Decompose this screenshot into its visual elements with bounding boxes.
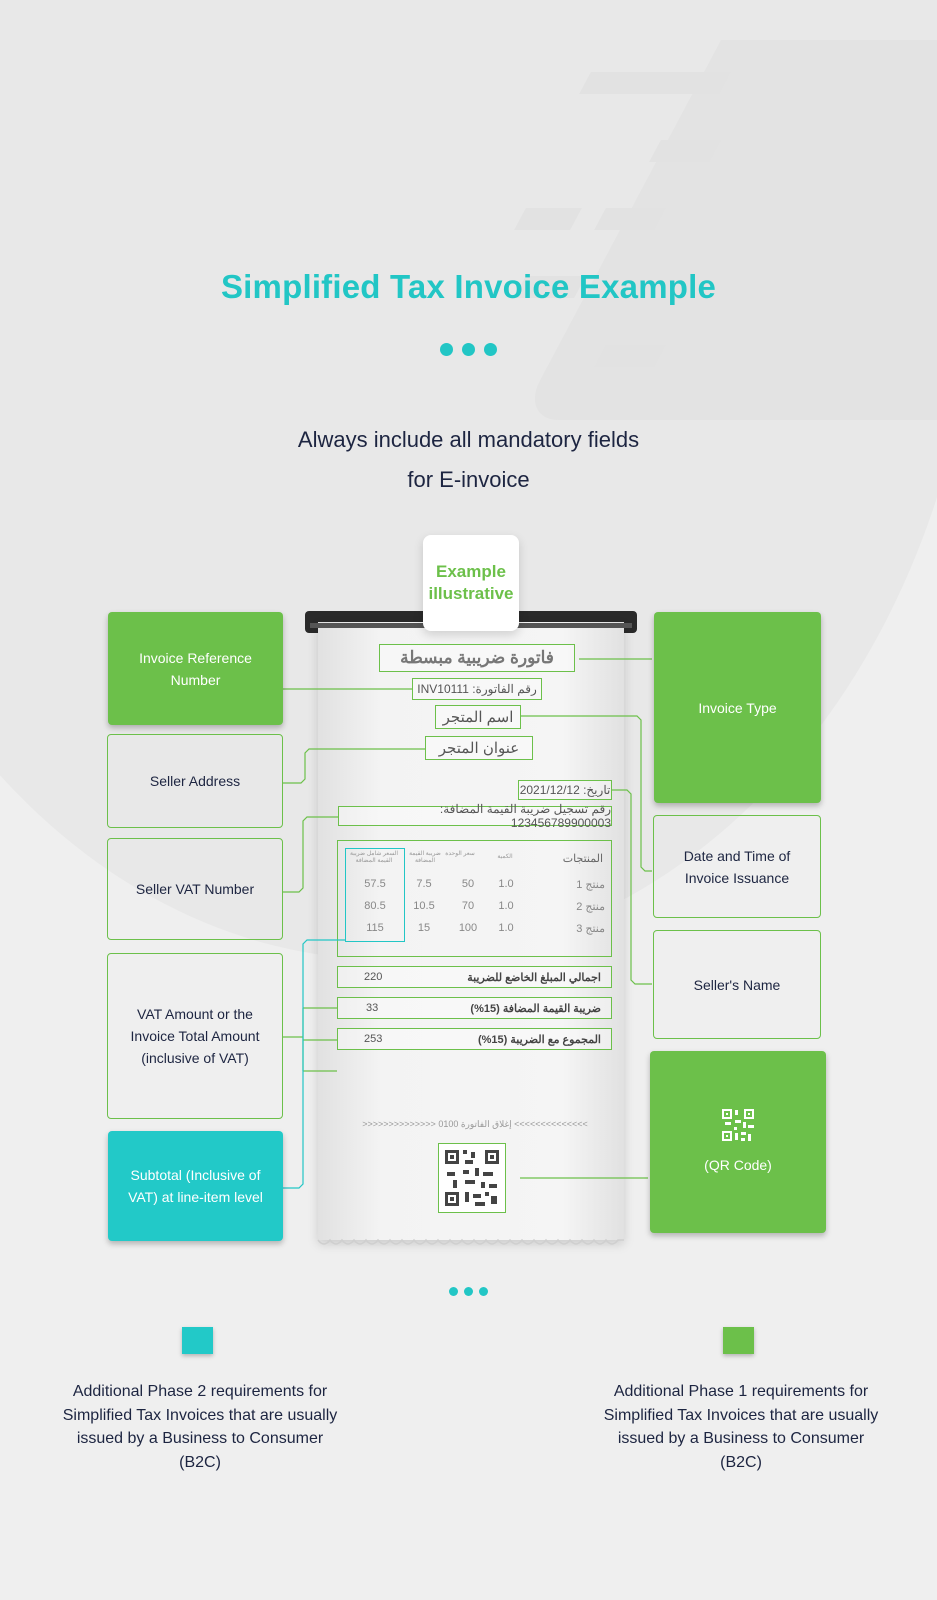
row-vat: 7.5 [416, 878, 432, 890]
label-invoice-type: Invoice Type [654, 612, 821, 803]
row-product: منتج 3 [576, 923, 605, 935]
invoice-closing-line: >>>>>>>>>>>>>> إغلاق الفاتورة 0100 <<<<<<<<<<<<<< [362, 1119, 588, 1129]
dot [449, 1287, 458, 1296]
taxable-amount-label: اجمالي المبلغ الخاضع للضريبة [467, 971, 601, 984]
section-dots [0, 1287, 937, 1296]
table-header-vat: ضريبة القيمة المضافة [409, 851, 441, 864]
phase1-legend-swatch [723, 1327, 754, 1354]
badge-line-1: Example [436, 562, 506, 581]
label-seller-name: Seller's Name [653, 930, 821, 1039]
label-invoice-reference-number: Invoice Reference Number [108, 612, 283, 725]
page-title: Simplified Tax Invoice Example [220, 268, 717, 305]
badge-line-2: illustrative [428, 584, 514, 603]
row-qty: 1.0 [498, 900, 514, 912]
receipt-store-address: عنوان المتجر [425, 736, 533, 760]
total-amount-label: المجموع مع الضريبة (15%) [477, 1033, 601, 1046]
receipt-heading: فاتورة ضريبية مبسطة [379, 644, 575, 672]
row-qty: 1.0 [498, 922, 514, 934]
dot [464, 1287, 473, 1296]
row-total: 57.5 [364, 878, 386, 890]
total-amount-value: 253 [364, 1033, 383, 1045]
receipt-store-name: اسم المتجر [435, 705, 521, 729]
subtitle-line-1: Always include all mandatory fields [297, 427, 640, 452]
receipt-invoice-number: رقم الفاتورة: INV10111 [412, 678, 542, 700]
phase2-legend-text: Additional Phase 2 requirements for Simplified Tax Invoices that are usually issued by a Business to Consumer (B2C) [62, 1383, 338, 1471]
row-unit-price: 70 [461, 900, 475, 912]
label-qr-code [650, 1051, 826, 1233]
vat-amount-label: ضريبة القيمة المضافة (15%) [470, 1002, 601, 1015]
row-product: منتج 1 [576, 879, 605, 891]
row-total: 115 [366, 922, 384, 934]
vat-amount-value: 33 [366, 1002, 379, 1014]
label-subtotal-line-item: Subtotal (Inclusive of VAT) at line-item level [108, 1131, 283, 1241]
qr-code-icon [721, 1108, 755, 1142]
dot [479, 1287, 488, 1296]
table-header-total: السعر شامل ضريبة القيمة المضافة [349, 851, 399, 864]
receipt-date: تاريخ: 2021/12/12 [518, 780, 612, 800]
label-seller-address: Seller Address [107, 734, 283, 828]
label-vat-amount: VAT Amount or the Invoice Total Amount (inclusive of VAT) [107, 953, 283, 1119]
table-header-products: المنتجات [562, 853, 603, 865]
row-vat: 10.5 [413, 900, 435, 912]
row-qty: 1.0 [498, 878, 514, 890]
receipt-vat-registration: رقم تسجيل ضريبة القيمة المضافة: 123456789900003 [338, 806, 612, 826]
row-unit-price: 50 [461, 878, 475, 890]
row-unit-price: 100 [458, 922, 478, 934]
row-vat: 15 [417, 922, 431, 934]
label-date-time: Date and Time of Invoice Issuance [653, 815, 821, 918]
phase2-legend-swatch [182, 1327, 213, 1354]
row-product: منتج 2 [576, 901, 605, 913]
table-header-qty: الكمية [497, 854, 513, 860]
phase1-legend-text: Additional Phase 1 requirements for Simplified Tax Invoices that are usually issued by a Business to Consumer (B2C) [603, 1383, 879, 1471]
subtitle-line-2: for E-invoice [407, 467, 530, 492]
row-total: 80.5 [364, 900, 386, 912]
label-seller-vat-number: Seller VAT Number [107, 838, 283, 940]
qr-code-label: (QR Code) [704, 1157, 772, 1173]
taxable-amount-value: 220 [364, 971, 383, 983]
table-header-unit-price: سعر الوحدة [445, 851, 475, 857]
